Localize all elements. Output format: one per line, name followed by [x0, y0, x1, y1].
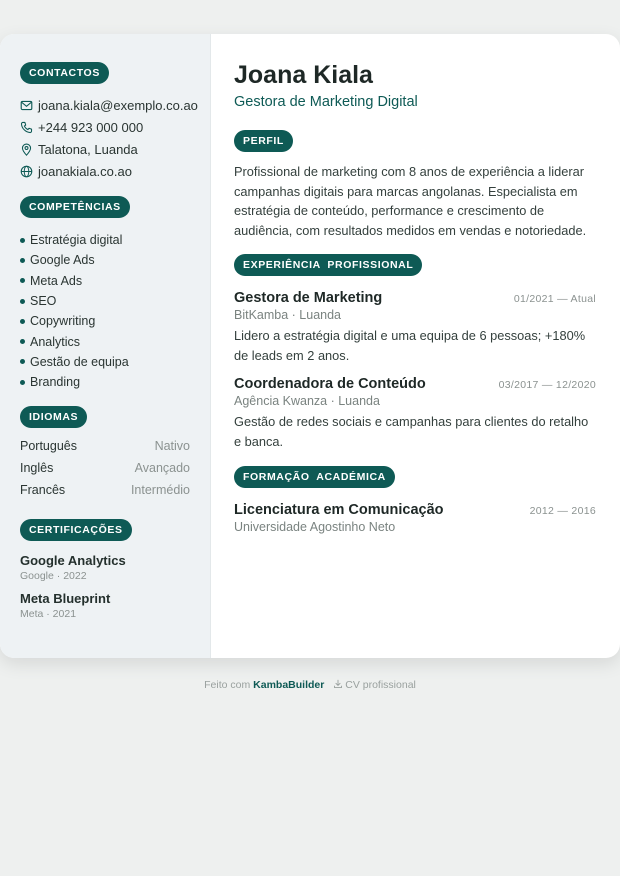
job-organization: BitKamba · Luanda [234, 308, 342, 322]
job-entry [234, 289, 596, 365]
bullet-dot-icon [20, 238, 25, 243]
footer-made-with: Feito com [204, 679, 251, 691]
job-dates: 01/2021 — Atual [513, 293, 596, 305]
job-description: Lidero a estratégia digital e uma equipa de 6 pessoas; +180% de leads em 2 anos. [234, 328, 586, 363]
phone-icon [20, 121, 33, 134]
contact-email[interactable] [20, 94, 198, 116]
contact-website[interactable] [20, 160, 190, 182]
skill-label: SEO [30, 294, 57, 309]
contact-website-text: joanakiala.co.ao [38, 163, 132, 179]
education-institution: Universidade Agostinho Neto [234, 520, 396, 534]
contact-phone-text: +244 923 000 000 [38, 119, 144, 135]
language-level: Intermédio [130, 483, 190, 498]
contact-location [20, 138, 190, 160]
language-name: Português [20, 439, 77, 454]
contact-list [20, 94, 198, 182]
language-name: Inglês [20, 461, 54, 476]
sidebar [0, 34, 211, 658]
bullet-dot-icon [20, 278, 25, 283]
experience-section [234, 254, 596, 451]
certifications-heading: CERTIFICAÇÕES [20, 519, 132, 541]
certification-meta: Meta · 2021 [20, 608, 77, 621]
education-header [234, 501, 596, 519]
language-row [20, 439, 190, 461]
skill-item [20, 230, 190, 250]
degree-title: Licenciatura em Comunicação [234, 502, 444, 518]
skill-item [20, 311, 190, 331]
language-level: Avançado [134, 461, 190, 476]
bullet-dot-icon [20, 258, 25, 263]
certification-list [20, 553, 190, 621]
location-pin-icon [20, 143, 33, 156]
contacts-section [20, 62, 198, 182]
job-header [234, 375, 596, 393]
education-section [234, 466, 596, 536]
education-heading: FORMAÇÃO ACADÉMICA [234, 466, 395, 488]
contact-email-text: joana.kiala@exemplo.co.ao [38, 97, 198, 113]
job-dates: 03/2017 — 12/2020 [498, 379, 596, 391]
certifications-section [20, 519, 190, 621]
job-description: Gestão de redes sociais e campanhas para clientes do retalho e banca. [234, 414, 589, 449]
skill-item [20, 250, 190, 270]
skill-item [20, 271, 190, 291]
skill-label: Meta Ads [30, 273, 83, 288]
candidate-role: Gestora de Marketing Digital [234, 94, 418, 110]
footer [0, 679, 620, 691]
main-content [211, 34, 620, 658]
job-title: Coordenadora de Conteúdo [234, 376, 426, 392]
skill-item [20, 291, 190, 311]
language-name: Francês [20, 483, 66, 498]
language-row [20, 483, 190, 505]
skill-label: Analytics [30, 334, 81, 349]
skill-label: Copywriting [30, 314, 96, 329]
job-organization: Agência Kwanza · Luanda [234, 394, 380, 408]
job-title: Gestora de Marketing [234, 290, 383, 306]
footer-brand-link[interactable]: KambaBuilder [253, 679, 325, 691]
job-header [234, 289, 596, 307]
skill-item [20, 352, 190, 372]
education-entry [234, 501, 596, 536]
mail-icon [20, 99, 33, 112]
download-icon [333, 679, 343, 689]
skill-item [20, 372, 190, 392]
profile-heading: PERFIL [234, 130, 293, 152]
skills-section [20, 196, 190, 392]
skill-label: Estratégia digital [30, 233, 123, 248]
profile-section [234, 130, 596, 240]
language-list [20, 439, 190, 505]
skill-label: Branding [30, 375, 81, 390]
job-entry [234, 375, 596, 451]
language-row [20, 461, 190, 483]
certification-item [20, 591, 190, 621]
profile-summary: Profissional de marketing com 8 anos de experiência a liderar campanhas digitais para marcas angolanas. Especialista em estratégia de conteúdo, performance e crescimento de audiência, com resultados medidos em vendas e notoriedade. [234, 164, 587, 238]
bullet-dot-icon [20, 380, 25, 385]
bullet-dot-icon [20, 299, 25, 304]
certification-item [20, 553, 190, 583]
languages-section [20, 406, 190, 505]
experience-heading: EXPERIÊNCIA PROFISSIONAL [234, 254, 422, 276]
skill-item [20, 331, 190, 351]
education-dates: 2012 — 2016 [529, 505, 596, 517]
resume-card [0, 34, 620, 658]
contact-location-text: Talatona, Luanda [38, 141, 138, 157]
certification-name: Meta Blueprint [20, 591, 111, 607]
skills-heading: COMPETÊNCIAS [20, 196, 130, 218]
candidate-name: Joana Kiala [234, 61, 373, 89]
bullet-dot-icon [20, 339, 25, 344]
language-level: Nativo [154, 439, 190, 454]
certification-meta: Google · 2022 [20, 570, 87, 583]
globe-icon [20, 165, 33, 178]
certification-name: Google Analytics [20, 553, 126, 569]
skill-label: Gestão de equipa [30, 354, 129, 369]
contacts-heading: CONTACTOS [20, 62, 109, 84]
contact-phone[interactable] [20, 116, 190, 138]
skill-list [20, 230, 190, 392]
bullet-dot-icon [20, 319, 25, 324]
footer-cv-label[interactable]: CV profissional [345, 679, 416, 691]
skill-label: Google Ads [30, 253, 95, 268]
bullet-dot-icon [20, 359, 25, 364]
languages-heading: IDIOMAS [20, 406, 87, 428]
